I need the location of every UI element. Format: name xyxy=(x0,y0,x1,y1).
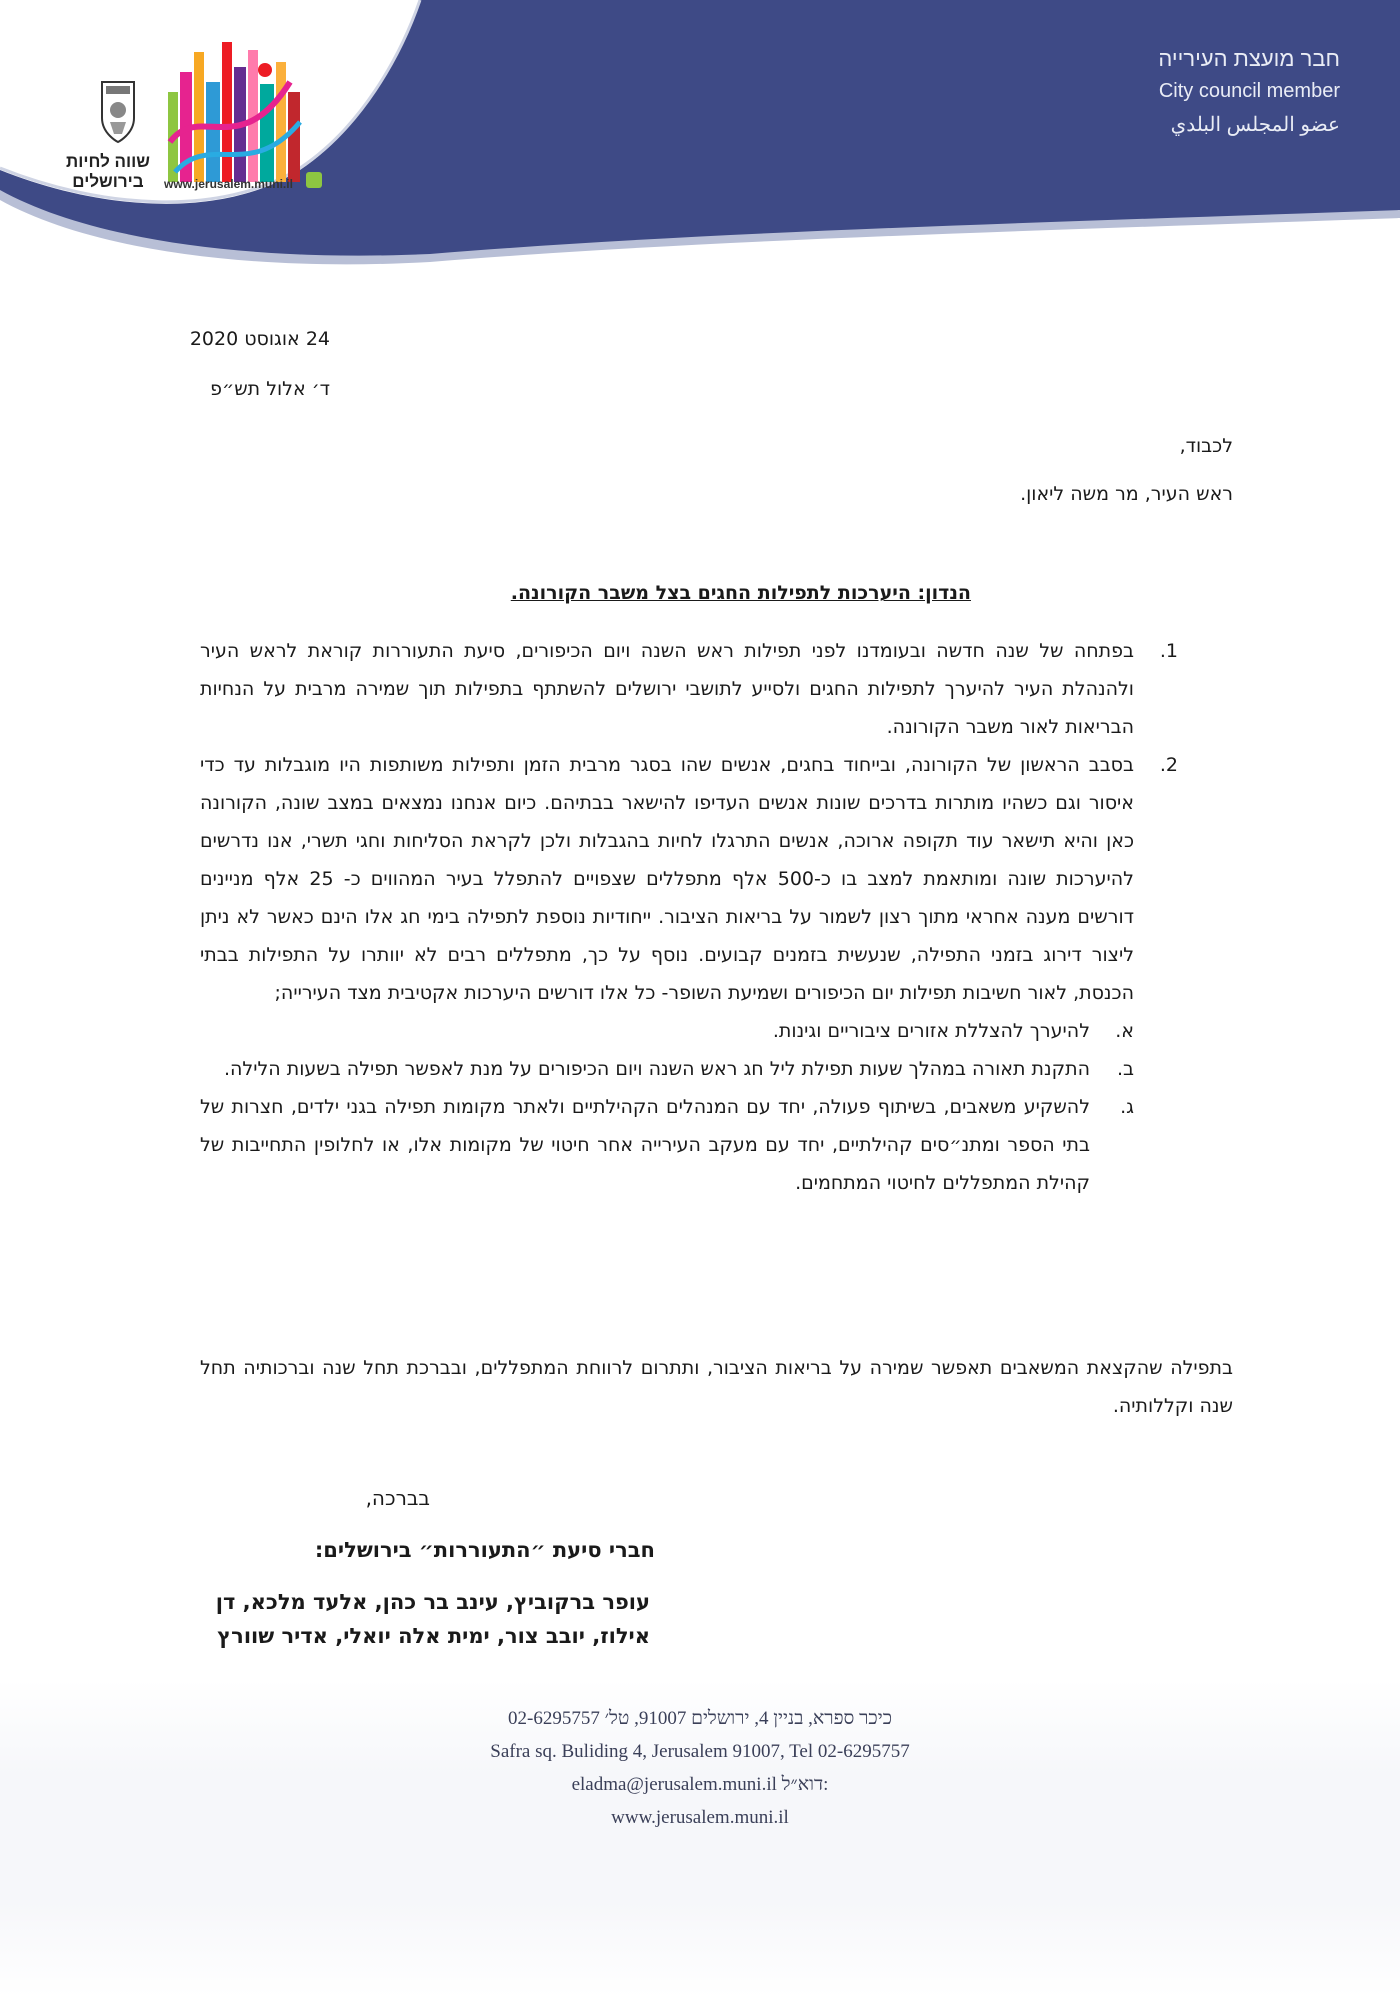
sub-item-text: התקנת תאורה במהלך שעות תפילת ליל חג ראש השנה ויום הכיפורים על מנת לאפשר תפילה בשעות הלילה. xyxy=(223,1058,1090,1080)
footer-email-label: דוא״ל: xyxy=(781,1774,829,1795)
signature-group: חברי סיעת ״התעוררות״ בירושלים: xyxy=(314,1538,655,1562)
date-gregorian: 24 אוגוסט 2020 xyxy=(189,328,330,350)
list-item xyxy=(200,632,1178,746)
logo-caption-line1: שווה לחיות xyxy=(66,152,150,171)
sub-item-letter: א. xyxy=(1115,1020,1134,1042)
footer-address-hebrew: כיכר ספרא, בניין 4, ירושלים 91007, טל׳ 02-6295757 xyxy=(508,1708,892,1729)
jerusalem-emblem-icon xyxy=(102,82,134,142)
council-member-title-arabic: عضو المجلس البلدي xyxy=(1170,114,1340,136)
colorful-city-icon xyxy=(168,42,300,182)
signature-names xyxy=(170,1585,650,1653)
council-member-title-english: City council member xyxy=(1158,80,1340,102)
logo-caption-line2: בירושלים xyxy=(72,172,144,191)
body-list xyxy=(200,632,1178,1202)
subject-line: הנדון: היערכות לתפילות החגים בצל משבר הקורונה. xyxy=(510,582,971,604)
list-item xyxy=(200,746,1178,1202)
item-number: 2. xyxy=(1159,754,1178,776)
sub-list-item xyxy=(200,1050,1134,1088)
footer-email[interactable]: eladma@jerusalem.muni.il xyxy=(571,1774,777,1795)
signature-names-line1: עופר ברקוביץ, עינב בר כהן, אלעד מלכא, דן xyxy=(215,1590,650,1614)
footer-website[interactable]: www.jerusalem.muni.il xyxy=(611,1807,789,1828)
logo-url: www.jerusalem.muni.il xyxy=(164,177,293,191)
closing-paragraph: בתפילה שהקצאת המשאבים תאפשר שמירה על בריאות הציבור, ותתרום לרווחת המתפללים, ובברכת תחל שנה וברכותיה תחל שנה וקללותיה. xyxy=(200,1357,1233,1417)
sub-item-letter: ג. xyxy=(1120,1096,1134,1118)
recipient: ראש העיר, מר משה ליאון. xyxy=(1020,483,1233,505)
sub-item-letter: ב. xyxy=(1116,1058,1134,1080)
footer-address-english: Safra sq. Buliding 4, Jerusalem 91007, Tel 02-6295757 xyxy=(490,1741,910,1762)
sub-list-item xyxy=(200,1088,1134,1202)
whatsapp-icon xyxy=(306,172,322,188)
council-member-title-hebrew: חבר מועצת העירייה xyxy=(1158,46,1340,71)
sub-list xyxy=(200,1012,1134,1202)
sub-list-item xyxy=(200,1012,1134,1050)
sub-item-text: להשקיע משאבים, בשיתוף פעולה, יחד עם המנהלים הקהילתיים ולאתר מקומות תפילה בגני ילדים, חצרות של בתי הספר ומתנ״סים קהילתיים, יחד עם מעקב העירייה אחר חיטוי של מקומות אלו, או לחלופין התחייבות של קהילת המתפללים לחיטוי המתחמים. xyxy=(200,1096,1090,1194)
footer xyxy=(0,1702,1400,1834)
salutation: לכבוד, xyxy=(1179,435,1233,457)
signature-names-line2: אילוז, יובב צור, ימית אלה יואלי, אדיר שוורץ xyxy=(217,1624,650,1648)
blessing: בברכה, xyxy=(365,1486,430,1510)
sub-item-text: להיערך להצללת אזורים ציבוריים וגינות. xyxy=(772,1020,1090,1042)
item-text: בסבב הראשון של הקורונה, ובייחוד בחגים, אנשים שהו בסגר מרבית הזמן ותפילות משותפות היו מוגבלות עד כדי איסור וגם כשהיו מותרות בדרכים שונות אנשים העדיפו להישאר בבתיהם. כיום אנחנו נמצאים במצב שונה, הקורונה כאן והיא תישאר עוד תקופה ארוכה, אנשים התרגלו לחיות בהגבלות ולכן לקראת הסליחות וחגי תשרי, אנו נדרשים להיערכות שונה ומותאמת למצב בו כ-500 אלף מתפללים שצפויים להתפלל בעיר המהווים כ- 25 אלף מניינים דורשים מענה אחראי מתוך רצון לשמור על בריאות הציבור. ייחודיות נוספת לתפילה בימי חג אלו הינם כאשר לא ניתן ליצור דירוג בזמני התפילה, שנעשית בזמנים קבועים. נוסף על כך, מתפללים רבים לא יוותרו על התפילות בבתי הכנסת, לאור חשיבות תפילות יום הכיפורים ושמיעת השופר- כל אלו דורשים היערכות אקטיבית מצד העירייה; xyxy=(200,754,1134,1004)
date-hebrew: ד׳ אלול תש״פ xyxy=(210,378,330,400)
footer-email-row xyxy=(0,1768,1400,1801)
item-number: 1. xyxy=(1159,640,1178,662)
item-text: בפתחה של שנה חדשה ובעומדנו לפני תפילות ראש השנה ויום הכיפורים, סיעת התעוררות קוראת לראש העיר ולהנהלת העיר להיערך לתפילות החגים ולסייע לתושבי ירושלים להשתתף בתפילות תוך שמירה מרבית על הנחיות הבריאות לאור משבר הקורונה. xyxy=(200,640,1134,738)
